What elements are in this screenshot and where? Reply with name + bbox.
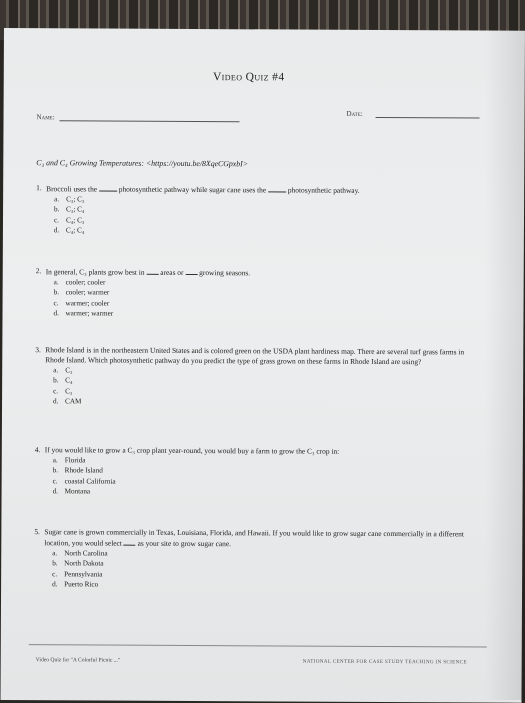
question-text [44,527,464,550]
option-letter: b. [52,466,59,475]
footer-organization: NATIONAL CENTER FOR CASE STUDY TEACHING IN SCIENCE [302,658,467,666]
option-letter: c. [52,569,58,578]
option-letter: b. [53,376,59,385]
option-text: C₃; C₄ [66,205,85,214]
option-d[interactable] [45,486,465,498]
option-letter: a. [53,278,59,287]
option-text: cooler; warmer [65,288,110,297]
option-text: coastal California [64,476,116,486]
option-text: Rhode Island [64,466,103,475]
question-1 [36,183,466,237]
option-letter: c. [53,298,59,307]
question-text-part: Sugar cane is grown commercially in Texas, Louisiana, Florida, and Hawaii. If you would like to grow sugar cane commercially in a different location, you would select [44,527,464,548]
option-d[interactable] [46,225,466,237]
question-text: If you would like to grow a C₃ crop plant year-round, you would buy a farm to grow the C₃ crop in: [44,445,340,456]
question-text-part: Broccoli uses the [46,184,98,194]
option-letter: d. [53,309,59,318]
answer-blank[interactable] [185,267,197,275]
option-letter: c. [53,215,60,224]
option-letter: a. [53,366,59,375]
option-letter: b. [52,559,58,568]
option-text: C₃ [65,366,73,375]
option-text: Pennsylvania [64,569,103,579]
question-text-part: areas or [160,267,184,277]
answer-blank[interactable] [99,183,117,191]
option-text: North Carolina [64,549,108,558]
option-d[interactable] [45,396,465,408]
answer-blank[interactable] [146,267,158,275]
option-text: warmer; cooler [65,298,110,308]
video-subtitle: C₃ and C₄ Growing Temperatures: <https://youtu.be/8XqeCGpxbI> [36,158,249,169]
page-title: Video Quiz #4 [212,71,285,84]
option-text: cooler; cooler [65,278,106,287]
question-number: 5. [34,527,40,537]
footer-quiz-source: Video Quiz for "A Colorful Picnic ..." [35,657,121,664]
option-text: Florida [64,456,86,465]
question-text-part: as your site to grow sugar cane. [137,538,232,549]
quiz-page [0,28,525,703]
date-field-line[interactable] [376,117,480,119]
question-4 [35,445,465,498]
option-letter: d. [53,397,59,406]
answer-blank[interactable] [268,184,286,192]
option-text: North Dakota [64,559,104,568]
option-text: CAM [65,397,82,406]
option-letter: a. [54,195,60,204]
name-label: Name: [36,113,55,122]
question-text-part: In general, C₃ plants grow best in [45,267,145,277]
question-text [46,266,466,279]
question-5 [34,527,464,591]
footer-divider [29,644,487,647]
option-letter: d. [52,487,58,496]
question-number: 1. [36,183,42,193]
option-letter: d. [52,580,58,589]
question-2 [35,266,465,320]
question-number: 4. [34,445,41,455]
option-text: Montana [64,487,91,496]
option-text: Puerto Rico [64,580,99,589]
question-text-part: photosynthetic pathway. [287,185,360,195]
option-text: C₃ [65,386,73,395]
question-text: Rhode Island is in the northeastern United States and is colored green on the USDA plant hardiness map. There are several turf grass farms in Rhode Island. Which photosynthetic pathway do you predict the type of grass grown on these farms in Rhode Island are using? [45,345,465,367]
question-text-part: photosynthetic pathway while sugar cane uses the [118,184,267,195]
option-d[interactable] [44,579,464,591]
question-3 [35,345,465,408]
question-number: 2. [35,266,42,276]
option-letter: d. [53,226,60,235]
question-number: 3. [35,345,41,355]
option-letter: b. [54,205,60,214]
question-text-part: growing seasons. [199,268,251,278]
option-text: C₃; C₃ [66,195,85,204]
option-d[interactable] [45,308,465,320]
option-text: C₄; C₄ [65,226,85,235]
option-text: C₄ [65,376,73,385]
date-label: Date: [346,109,363,118]
option-letter: c. [52,476,58,485]
option-text: C₄; C₃ [65,215,85,225]
option-letter: a. [52,549,58,558]
name-field-line[interactable] [60,120,240,122]
option-letter: b. [53,288,60,297]
option-letter: c. [53,386,59,395]
answer-blank[interactable] [124,538,136,546]
option-letter: a. [52,456,58,465]
option-text: warmer; warmer [65,309,114,318]
question-text [46,183,466,196]
